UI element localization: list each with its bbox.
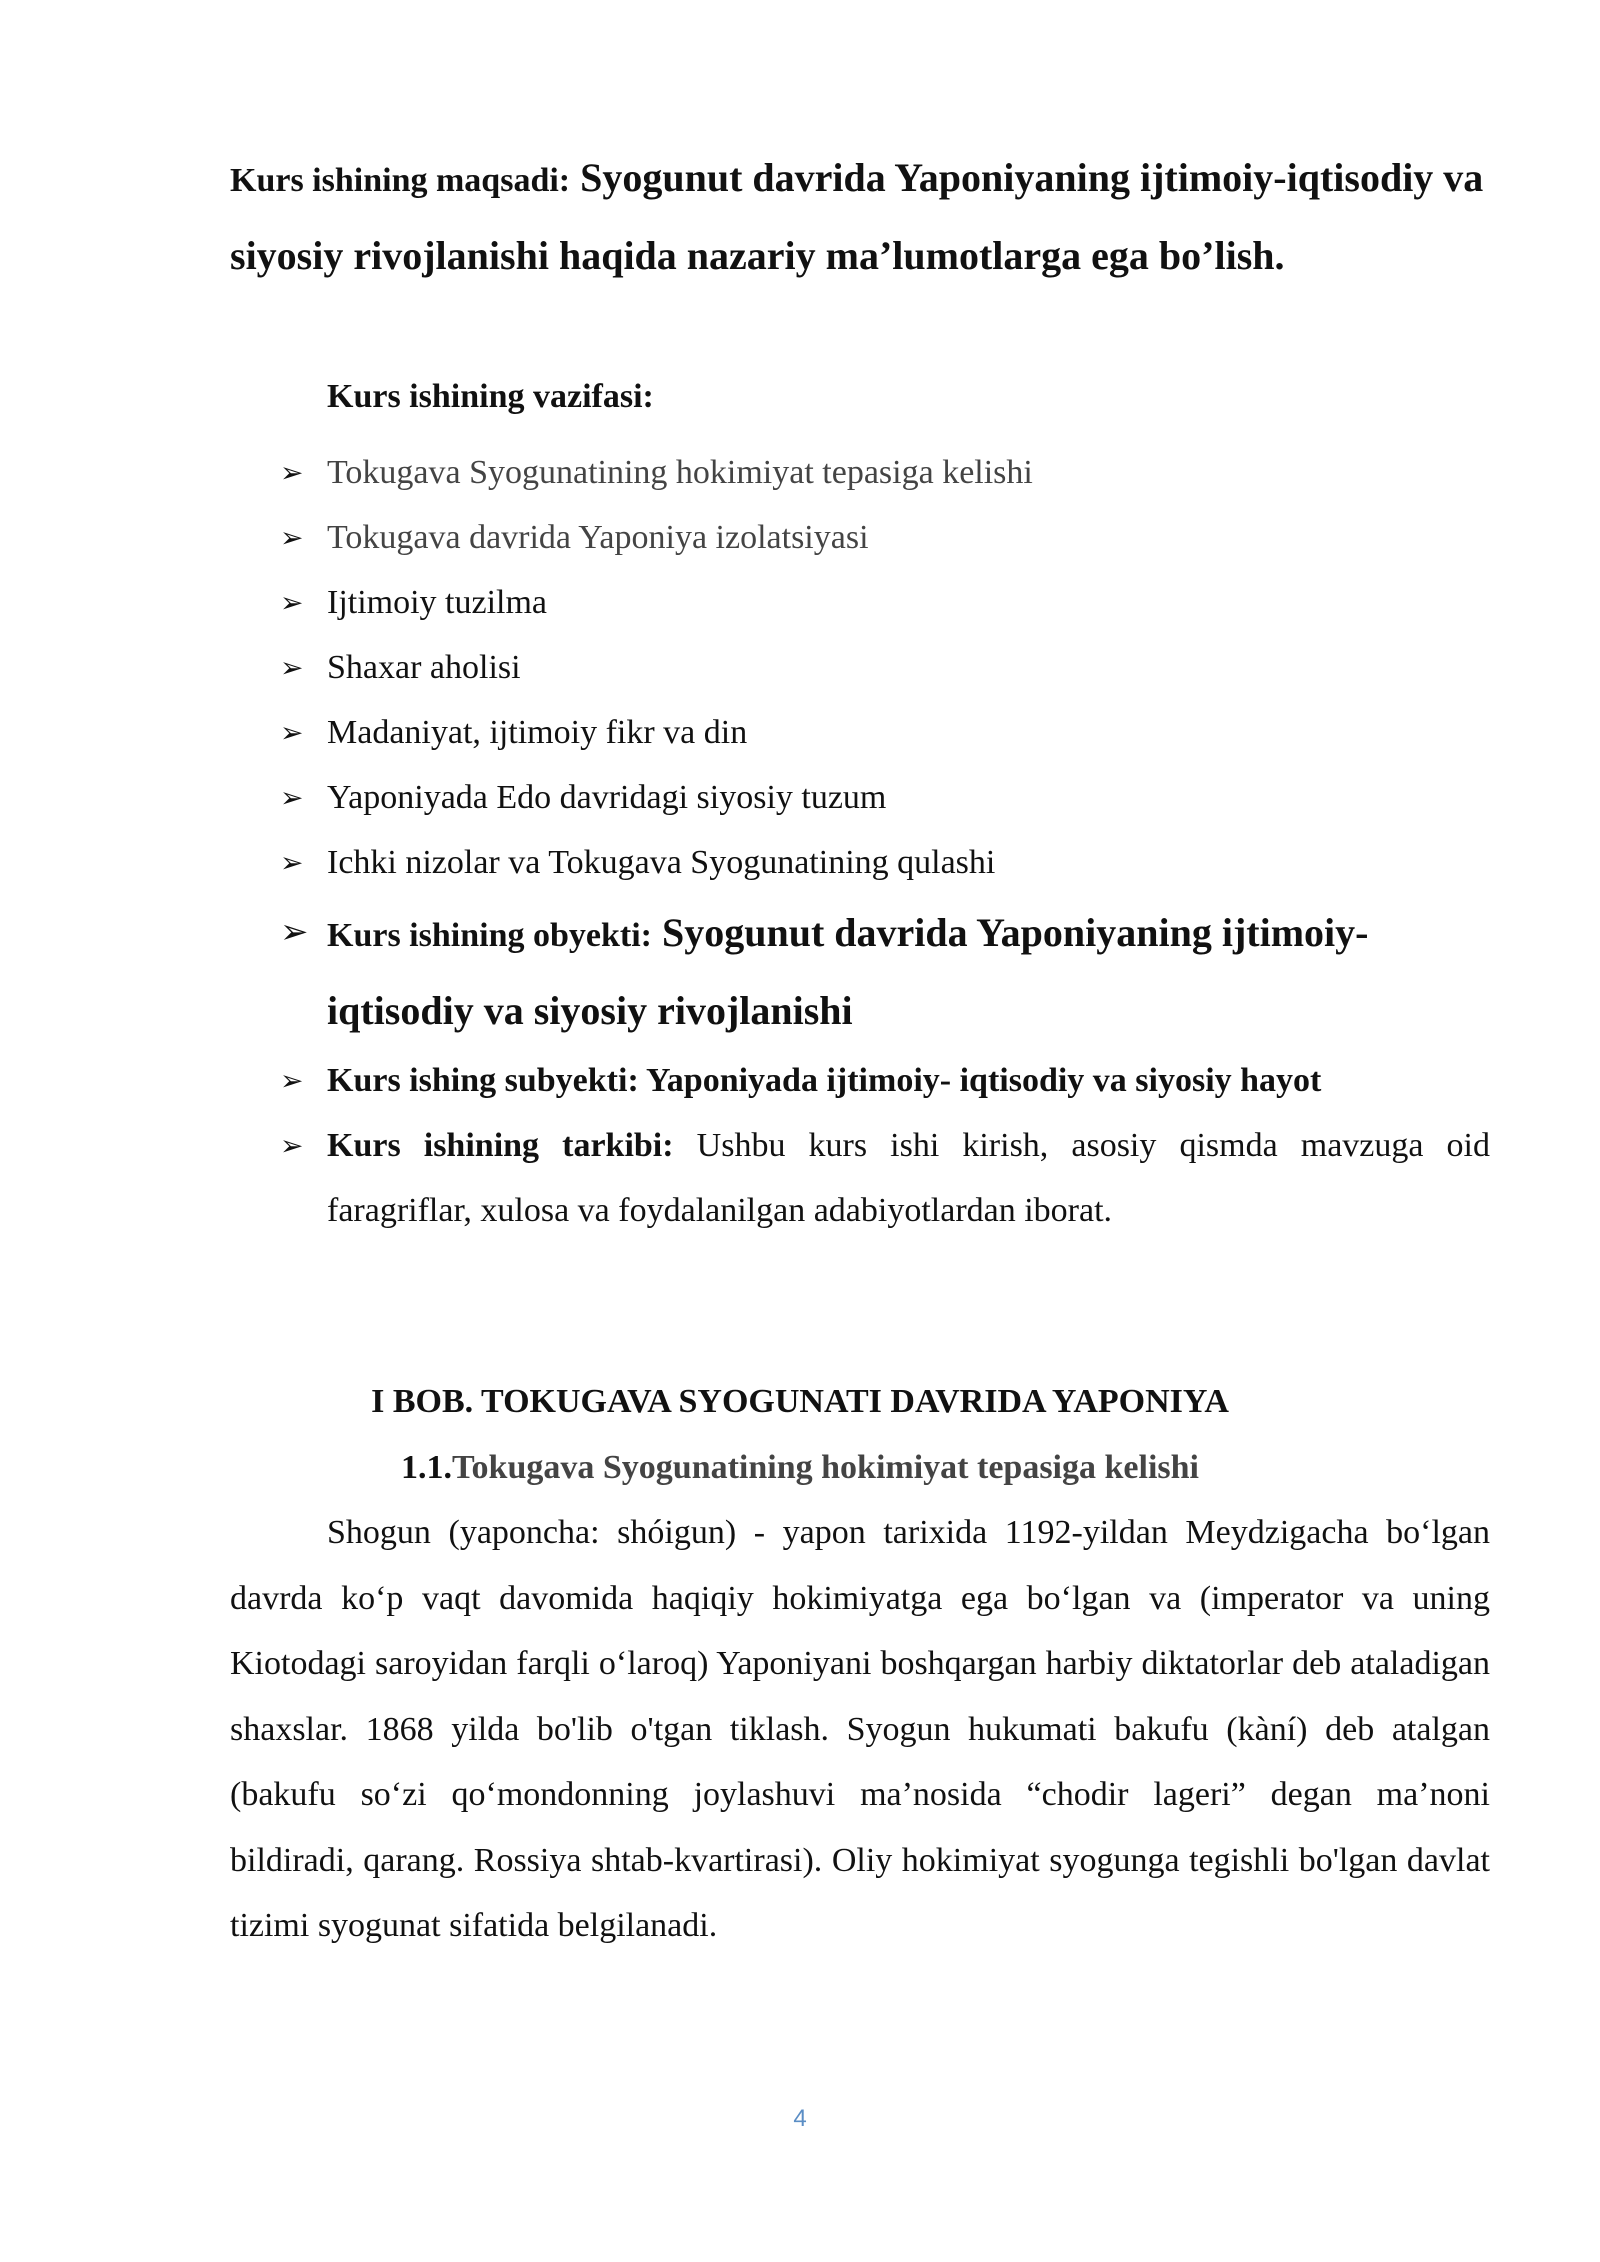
course-subject-text: Kurs ishing subyekti: Yaponiyada ijtimoiy- iqtisodiy va siyosiy hayot <box>327 1062 1322 1099</box>
page-number: 4 <box>793 2105 807 2132</box>
arrowhead-bullet-icon: ➢ <box>280 1064 304 1097</box>
arrowhead-bullet-icon: ➢ <box>280 456 304 489</box>
course-tasks-title: Kurs ishining vazifasi: <box>327 378 654 415</box>
course-structure-label: Kurs ishining tarkibi: <box>327 1127 674 1164</box>
list-item-text: Ijtimoiy tuzilma <box>327 584 548 621</box>
arrowhead-bullet-icon: ➢ <box>280 586 304 619</box>
course-object-label: Kurs ishining obyekti: <box>327 917 652 954</box>
list-item-text: Shaxar aholisi <box>327 649 521 686</box>
list-item <box>0 440 1600 505</box>
body-paragraph: Shogun (yaponcha: shóigun) - yapon tarixida 1192-yildan Meydzigacha bo‘lgan davrda ko‘p vaqt davomida haqiqiy hokimiyatga ega bo‘lgan va (imperator va uning Kiotodagi saroyidan farqli o‘laroq) Yaponiyani boshqargan harbiy diktatorlar deb ataladigan shaxslar. 1868 yilda bo'lib o'tgan tiklash. Syogun hukumati bakufu (kàní) deb atalgan (bakufu so‘zi qo‘mondonning joylashuvi ma’nosida “chodir lageri” degan ma’noni bildiradi, qarang. Rossiya shtab-kvartirasi). Oliy hokimiyat syogunga tegishli bo'lgan davlat tizimi syogunat sifatida belgilanadi. <box>230 1514 1490 1944</box>
section-title: Tokugava Syogunatining hokimiyat tepasiga kelishi <box>452 1449 1199 1486</box>
arrowhead-bullet-icon: ➢ <box>280 651 304 684</box>
list-item-text: Yaponiyada Edo davridagi siyosiy tuzum <box>327 779 887 816</box>
list-item <box>0 570 1600 635</box>
course-structure-text: Ushbu kurs ishi kirish, asosiy qismda mavzuga oid faragriflar, xulosa va foydalanilgan adabiyotlardan iborat. <box>327 1127 1490 1229</box>
arrowhead-bullet-icon: ➢ <box>280 846 304 879</box>
course-object-text: Syogunut davrida Yaponiyaning ijtimoiy-iqtisodiy va siyosiy rivojlanishi <box>327 910 1369 1033</box>
list-item-text: Madaniyat, ijtimoiy fikr va din <box>327 714 748 751</box>
course-object-item <box>0 895 1600 1048</box>
section-heading <box>0 1438 1600 1498</box>
arrowhead-bullet-icon: ➢ <box>280 912 309 952</box>
arrowhead-bullet-icon: ➢ <box>280 521 304 554</box>
course-goal-label: Kurs ishining maqsadi: <box>230 162 571 199</box>
course-goal-text: Syogunut davrida Yaponiyaning ijtimoiy-iqtisodiy va siyosiy rivojlanishi haqida nazariy ma’lumotlarga ega bo’lish. <box>230 155 1484 278</box>
course-subject-item <box>0 1048 1600 1113</box>
list-item <box>0 635 1600 700</box>
course-tasks-list <box>0 440 1600 1243</box>
list-item-text: Tokugava davrida Yaponiya izolatsiyasi <box>327 519 869 556</box>
arrowhead-bullet-icon: ➢ <box>280 1129 304 1162</box>
list-item <box>0 700 1600 765</box>
chapter-heading: I BOB. TOKUGAVA SYOGUNATI DAVRIDA YAPONIYA <box>371 1383 1229 1420</box>
list-item <box>0 505 1600 570</box>
arrowhead-bullet-icon: ➢ <box>280 781 304 814</box>
course-structure-item <box>0 1113 1600 1243</box>
section-number: 1.1. <box>401 1449 452 1486</box>
arrowhead-bullet-icon: ➢ <box>280 716 304 749</box>
list-item-text: Ichki nizolar va Tokugava Syogunatining qulashi <box>327 844 996 881</box>
list-item-text: Tokugava Syogunatining hokimiyat tepasiga kelishi <box>327 454 1033 491</box>
list-item <box>0 765 1600 830</box>
course-goal <box>230 140 1490 293</box>
list-item <box>0 830 1600 895</box>
